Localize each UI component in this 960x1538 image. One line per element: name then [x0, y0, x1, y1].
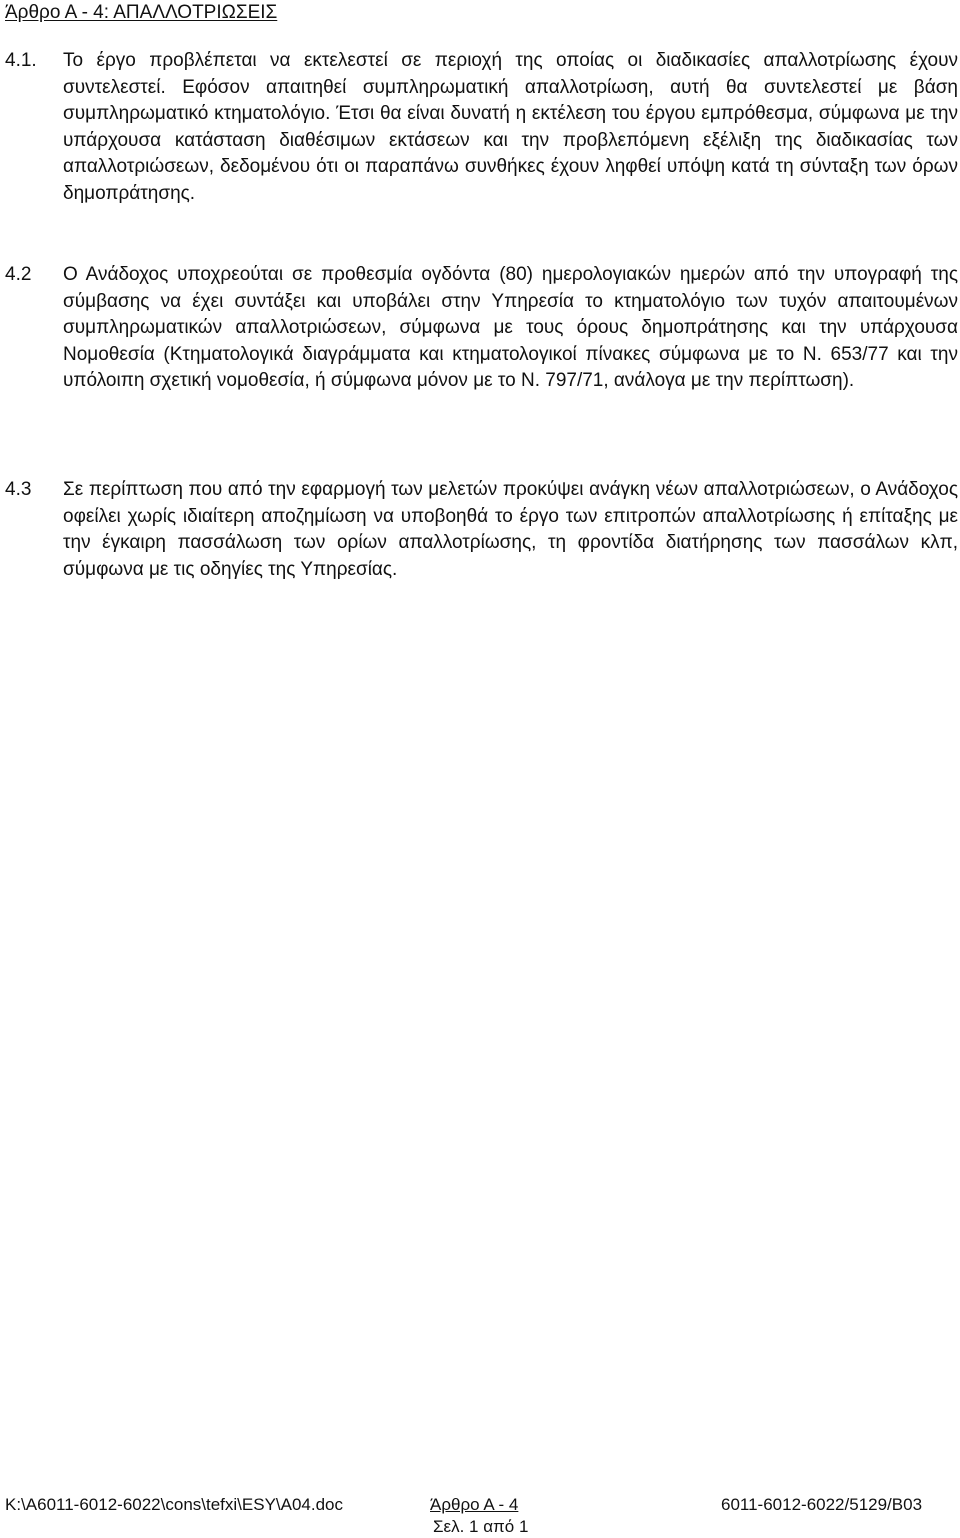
- footer-article: Άρθρο Α - 4: [430, 1495, 519, 1514]
- section-4-3: [5, 477, 958, 583]
- section-text: Σε περίπτωση που από την εφαρμογή των μελετών προκύψει ανάγκη νέων απαλλοτριώσεων, ο Ανάδοχος οφείλει χωρίς ιδιαίτερη αποζημίωση να υποβοηθά το έργο των επιτροπών απαλλοτρίωσης ή επίταξης με την έγκαιρη πασσάλωση των ορίων απαλλοτρίωσης, τη φροντίδα διατήρησης των πασσάλων κλπ, σύμφωνα με τις οδηγίες της Υπηρεσίας.: [63, 479, 958, 580]
- article-title: Άρθρο Α - 4: ΑΠΑΛΛΟΤΡΙΩΣΕΙΣ: [5, 2, 278, 23]
- section-number: 4.3: [5, 479, 32, 500]
- section-text: Το έργο προβλέπεται να εκτελεστεί σε περιοχή της οποίας οι διαδικασίες απαλλοτρίωσης έχουν συντελεστεί. Εφόσον απαιτηθεί συμπληρωματική απαλλοτρίωση, αυτή θα συντελεστεί με βάση συμπληρωματικό κτηματολόγιο. Έτσι θα είναι δυνατή η εκτέλεση του έργου εμπρόθεσμα, σύμφωνα με την υπάρχουσα κατάσταση διαθέσιμων εκτάσεων και την προβλεπόμενη εξέλιξη της διαδικασίας των απαλλοτριώσεων, δεδομένου ότι οι παραπάνω συνθήκες έχουν ληφθεί υπόψη κατά τη σύνταξη των όρων δημοπράτησης.: [63, 50, 958, 204]
- section-number: 4.2: [5, 264, 32, 285]
- footer-file-path: K:\A6011-6012-6022\cons\tefxi\ESY\A04.doc: [5, 1495, 344, 1514]
- section-4-2: [5, 262, 958, 395]
- footer-code: 6011-6012-6022/5129/B03: [721, 1495, 923, 1514]
- section-number: 4.1.: [5, 50, 37, 71]
- section-4-1: [5, 48, 958, 207]
- section-text: Ο Ανάδοχος υποχρεούται σε προθεσμία ογδόντα (80) ημερολογιακών ημερών από την υπογραφή της σύμβασης να έχει συντάξει και υποβάλει στην Υπηρεσία το κτηματολόγιο των τυχόν απαιτουμένων συμπληρωματικών απαλλοτριώσεων, σύμφωνα με τους όρους δημοπράτησης και την υπάρχουσα Νομοθεσία (Κτηματολογικά διαγράμματα και κτηματολογικοί πίνακες σύμφωνα με το Ν. 653/77 και την υπόλοιπη σχετική νομοθεσία, ή σύμφωνα μόνον με το Ν. 797/71, ανάλογα με την περίπτωση).: [63, 264, 958, 391]
- footer-page-number: Σελ. 1 από 1: [433, 1517, 529, 1536]
